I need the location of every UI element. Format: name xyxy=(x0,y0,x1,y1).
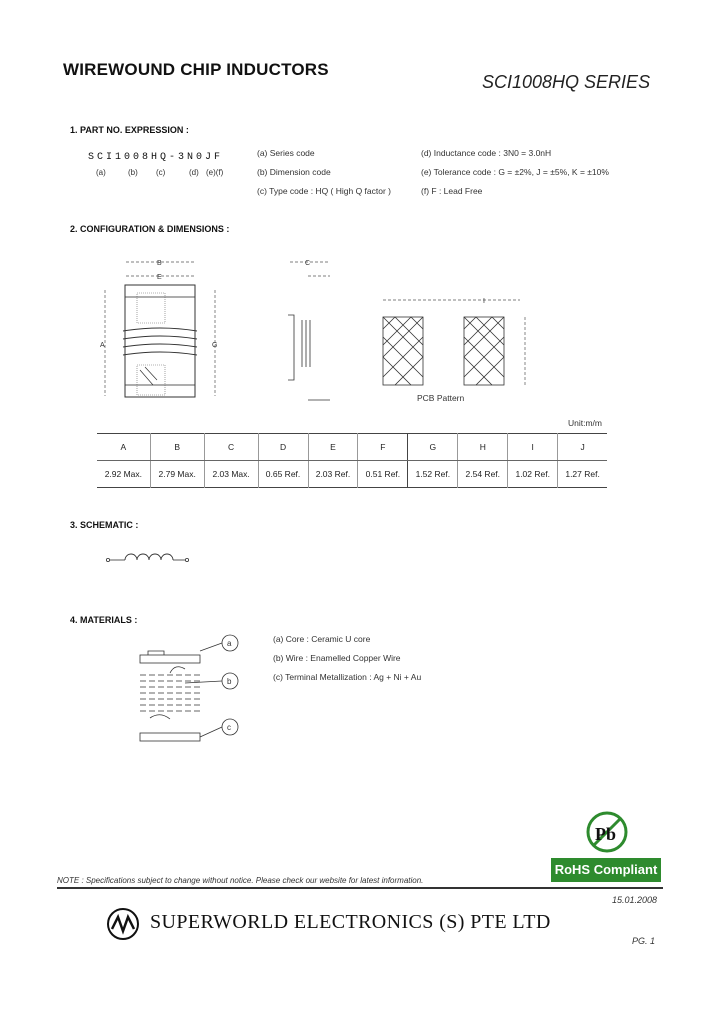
table-header-cell: A xyxy=(97,434,150,461)
table-header-cell: B xyxy=(150,434,204,461)
desc-series-code: (a) Series code xyxy=(257,148,315,158)
desc-lead-free: (f) F : Lead Free xyxy=(421,186,483,196)
code-label-b: (b) xyxy=(128,168,138,177)
dim-label-i: I xyxy=(483,298,485,305)
table-row xyxy=(97,461,607,488)
desc-inductance-code: (d) Inductance code : 3N0 = 3.0nH xyxy=(421,148,552,158)
code-label-d: (d) xyxy=(189,168,199,177)
code-label-c: (c) xyxy=(156,168,166,177)
material-wire: (b) Wire : Enamelled Copper Wire xyxy=(273,653,401,663)
table-header-cell: J xyxy=(558,434,607,461)
table-header-cell: F xyxy=(358,434,408,461)
document-title: WIREWOUND CHIP INDUCTORS xyxy=(63,60,329,79)
table-cell: 2.03 Ref. xyxy=(308,461,358,488)
dim-label-a: A xyxy=(100,342,105,349)
table-header-cell: E xyxy=(308,434,358,461)
schematic-coil-symbol xyxy=(105,552,195,572)
section-schematic-heading: 3. SCHEMATIC : xyxy=(70,520,139,530)
pcb-pattern-drawing xyxy=(375,292,535,392)
series-name: SCI1008HQ SERIES xyxy=(482,72,651,92)
dim-label-c: C xyxy=(305,260,311,267)
lead-free-symbol xyxy=(585,810,630,855)
code-label-a: (a) xyxy=(96,168,106,177)
footer-divider xyxy=(57,887,663,889)
unit-label: Unit:m/m xyxy=(568,418,602,428)
rohs-compliant-badge: RoHS Compliant xyxy=(551,858,661,882)
table-cell: 1.27 Ref. xyxy=(558,461,607,488)
table-cell: 1.02 Ref. xyxy=(508,461,558,488)
side-view-drawing xyxy=(280,255,340,405)
table-header-cell: D xyxy=(258,434,308,461)
table-header-cell: I xyxy=(508,434,558,461)
pcb-pattern-label: PCB Pattern xyxy=(417,393,465,403)
company-logo-icon xyxy=(106,907,140,941)
table-cell: 1.52 Ref. xyxy=(408,461,458,488)
table-header-cell: H xyxy=(458,434,508,461)
table-cell: 0.51 Ref. xyxy=(358,461,408,488)
callout-c: c xyxy=(227,723,231,732)
page-number: PG. 1 xyxy=(632,936,656,946)
footer-note: NOTE : Specifications subject to change without notice. Please check our website for latest information. xyxy=(57,876,424,885)
code-label-ef: (e)(f) xyxy=(206,168,224,177)
material-core: (a) Core : Ceramic U core xyxy=(273,634,371,644)
pb-text: Pb xyxy=(595,824,617,844)
material-terminal: (c) Terminal Metallization : Ag + Ni + Au xyxy=(273,672,422,682)
table-cell: 2.03 Max. xyxy=(204,461,258,488)
top-view-drawing xyxy=(95,255,245,410)
table-header-row xyxy=(97,434,607,461)
callout-b: b xyxy=(227,677,232,686)
section-config-heading: 2. CONFIGURATION & DIMENSIONS : xyxy=(70,224,230,234)
table-header-cell: C xyxy=(204,434,258,461)
dim-label-b: B xyxy=(157,260,162,267)
desc-type-code: (c) Type code : HQ ( High Q factor ) xyxy=(257,186,391,196)
part-number-code: SCI1008HQ-3N0JF xyxy=(88,152,224,163)
dim-label-e: E xyxy=(157,274,162,281)
table-header-cell: G xyxy=(408,434,458,461)
dim-label-g: G xyxy=(212,342,218,349)
callout-a: a xyxy=(227,639,232,648)
section-part-no-heading: 1. PART NO. EXPRESSION : xyxy=(70,125,189,135)
table-cell: 2.79 Max. xyxy=(150,461,204,488)
document-date: 15.01.2008 xyxy=(612,895,658,905)
dimensions-table xyxy=(97,433,607,488)
table-cell: 0.65 Ref. xyxy=(258,461,308,488)
table-cell: 2.54 Ref. xyxy=(458,461,508,488)
materials-drawing xyxy=(130,633,245,748)
desc-dimension-code: (b) Dimension code xyxy=(257,167,331,177)
section-materials-heading: 4. MATERIALS : xyxy=(70,615,138,625)
table-cell: 2.92 Max. xyxy=(104,469,143,479)
company-name: SUPERWORLD ELECTRONICS (S) PTE LTD xyxy=(150,911,551,933)
desc-tolerance-code: (e) Tolerance code : G = ±2%, J = ±5%, K = ±10% xyxy=(421,167,609,177)
